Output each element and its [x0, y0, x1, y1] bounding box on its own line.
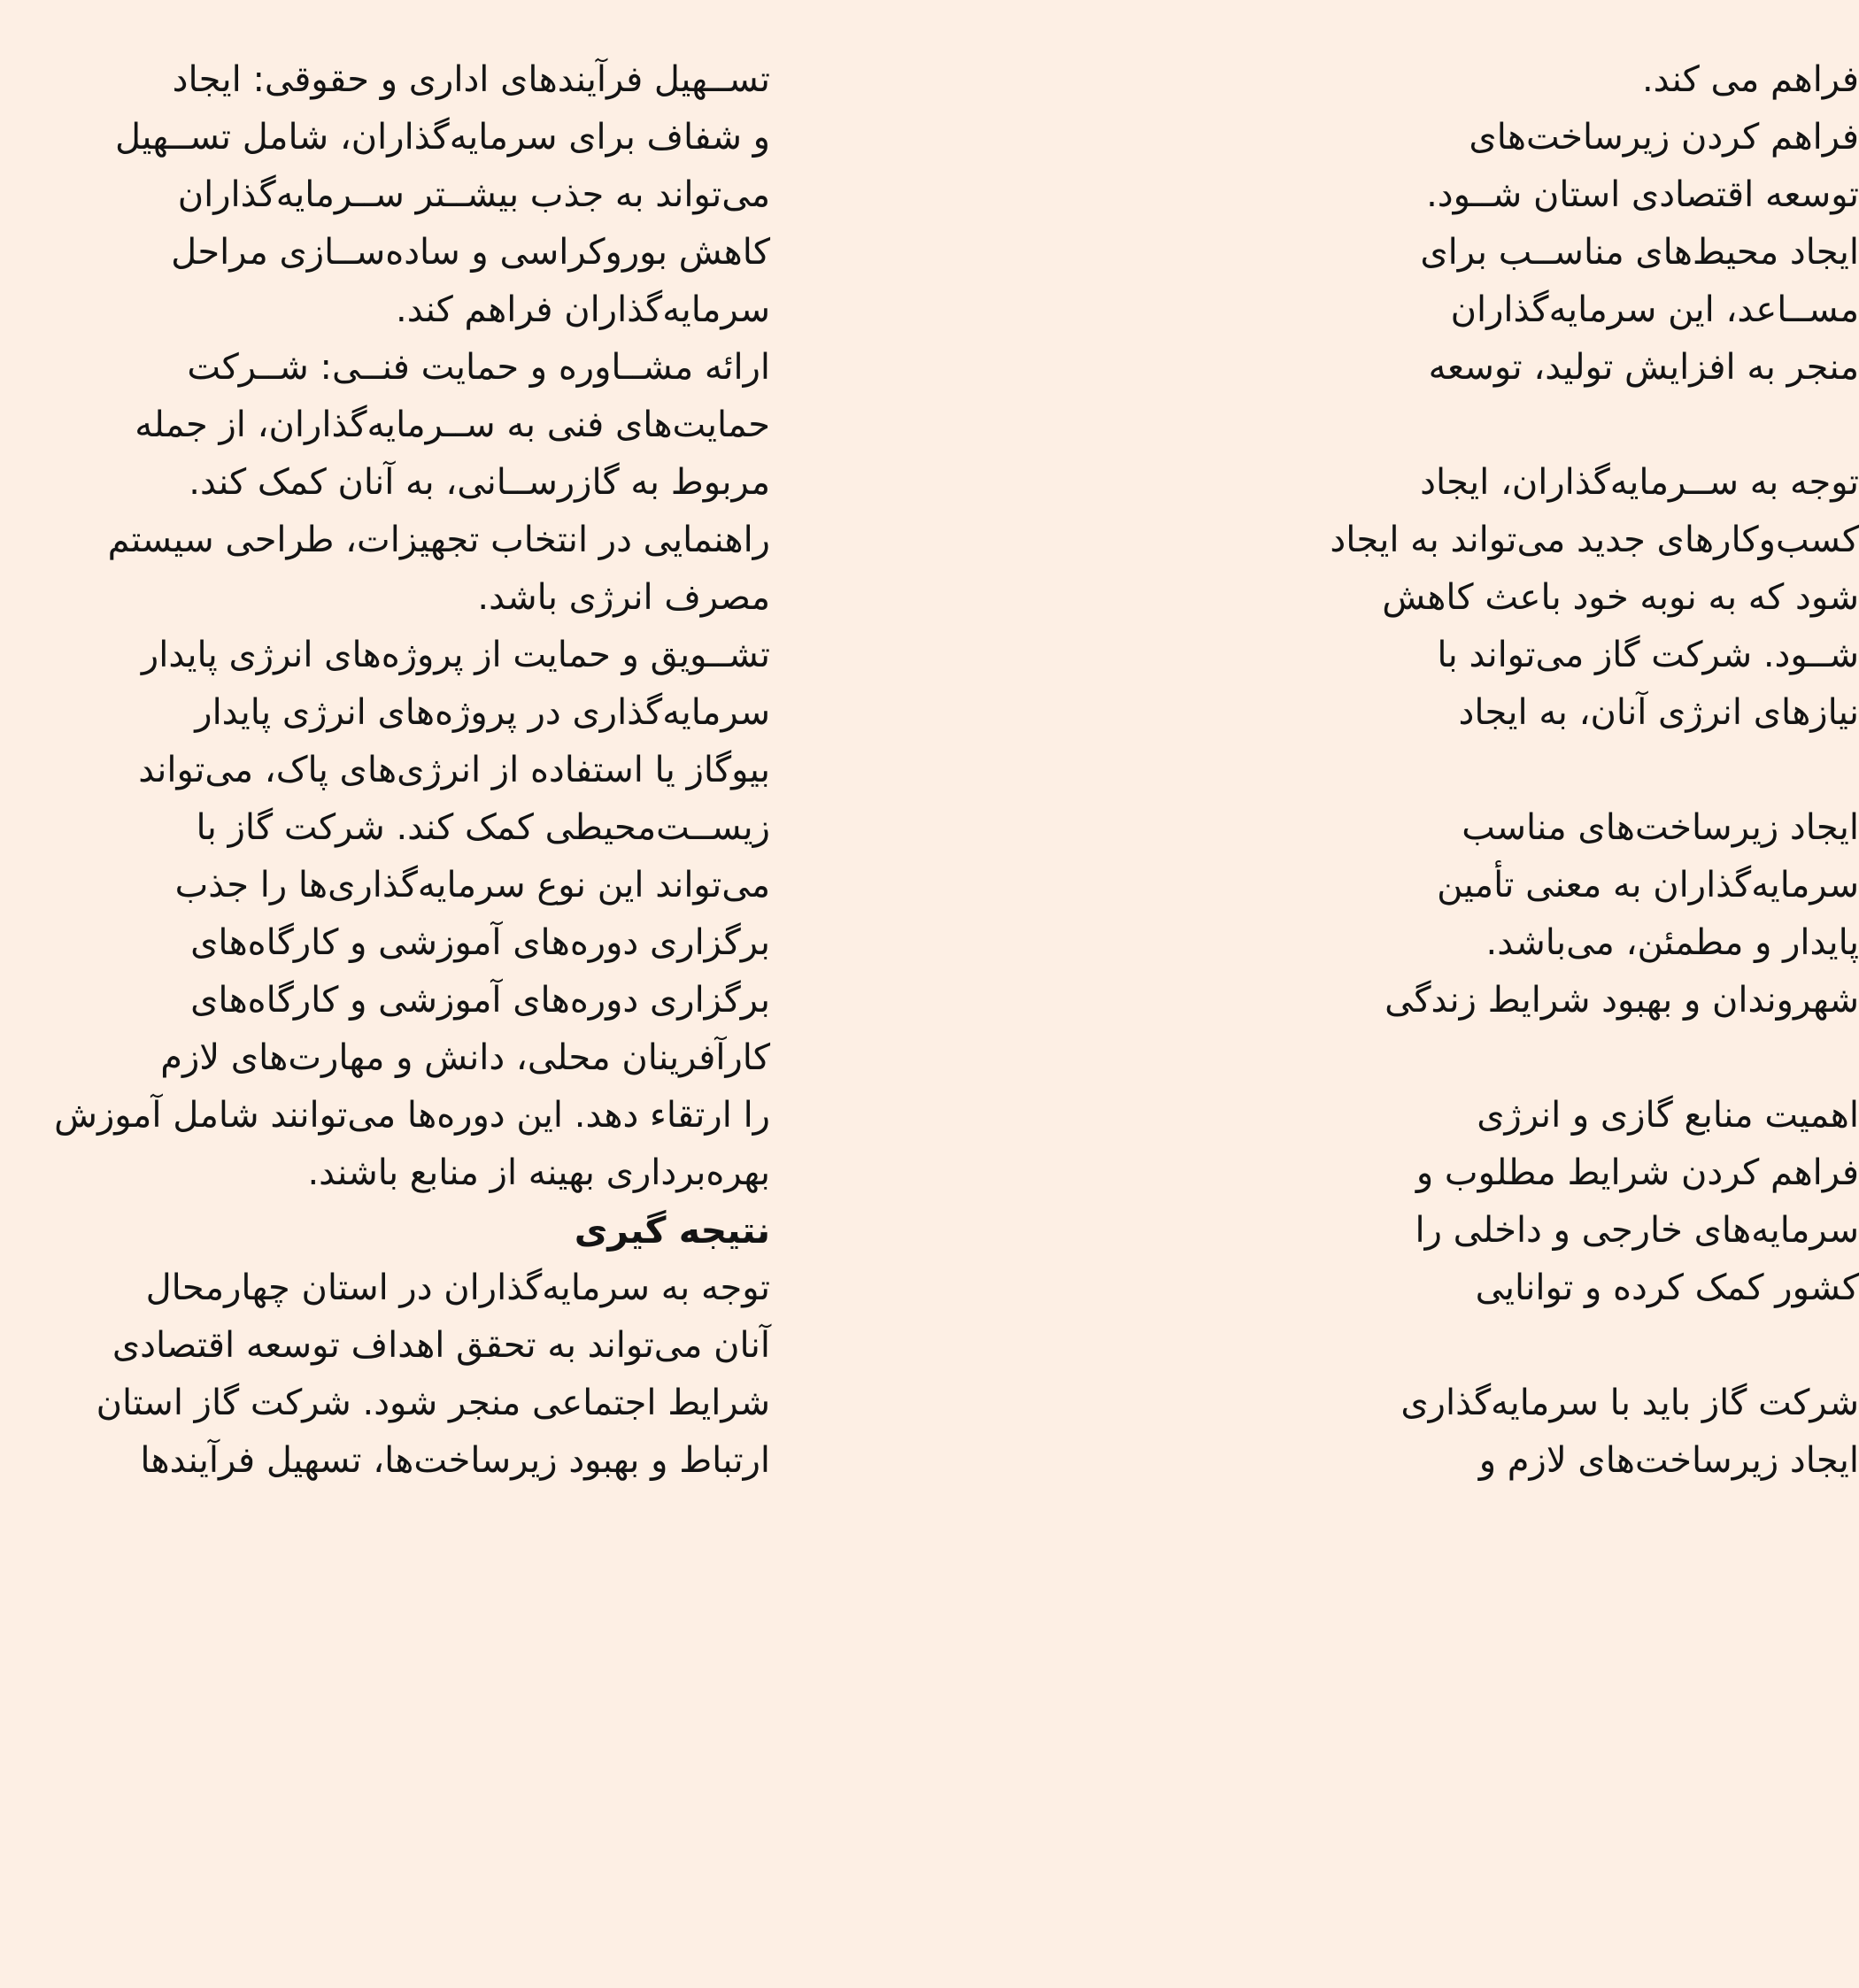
- right-line-6: منجر به افزایش تولید، توسعه: [1428, 347, 1859, 388]
- left-line-3: می‌تواند به جذب بیشــتر ســرمایه‌گذاران: [177, 174, 770, 215]
- left-line-15: می‌تواند این نوع سرمایه‌گذاری‌ها را جذب: [174, 865, 770, 905]
- left-line-4: کاهش بوروکراسی و ساده‌ســازی مراحل: [171, 232, 770, 273]
- right-line-20: فراهم کردن شرایط مطلوب و: [1415, 1152, 1859, 1193]
- left-line-8: مربوط به گازرســانی، به آنان کمک کند.: [189, 462, 770, 503]
- left-column: [0, 0, 770, 1988]
- right-line-24: شرکت گاز باید با سرمایه‌گذاری: [1400, 1383, 1859, 1423]
- left-line-12: سرمایه‌گذاری در پروژه‌های انرژی پایدار: [195, 692, 770, 733]
- left-line-20: بهره‌برداری بهینه از منابع باشند.: [307, 1152, 770, 1193]
- left-line-11: تشــویق و حمایت از پروژه‌های انرژی پایدار: [141, 635, 770, 675]
- left-line-19: را ارتقاء دهد. این دوره‌ها می‌توانند شامل آموزش: [54, 1095, 770, 1136]
- left-line-13: بیوگاز یا استفاده از انرژی‌های پاک، می‌تواند: [138, 750, 770, 790]
- left-line-10: مصرف انرژی باشد.: [477, 577, 770, 618]
- right-line-19: اهمیت منابع گازی و انرژی: [1477, 1095, 1859, 1136]
- left-line-22: توجه به سرمایه‌گذاران در استان چهارمحال: [145, 1268, 770, 1308]
- left-line-2: و شفاف برای سرمایه‌گذاران، شامل تســهیل: [114, 117, 770, 158]
- right-line-16: پایدار و مطمئن، می‌باشد.: [1485, 922, 1859, 963]
- right-column: [868, 0, 1859, 1988]
- left-line-7: حمایت‌های فنی به ســرمایه‌گذاران، از جمله: [135, 405, 770, 445]
- right-line-14: ایجاد زیرساخت‌های مناسب: [1462, 807, 1859, 848]
- right-line-12: نیازهای انرژی آنان، به ایجاد: [1458, 692, 1859, 733]
- section-heading: نتیجه گیری: [574, 1209, 770, 1252]
- right-line-10: شود که به نوبه خود باعث کاهش: [1382, 577, 1859, 618]
- right-line-22: کشور کمک کرده و توانایی: [1475, 1268, 1859, 1308]
- right-line-4: ایجاد محیط‌های مناســب برای: [1420, 232, 1859, 273]
- left-line-18: کارآفرینان محلی، دانش و مهارت‌های لازم: [160, 1037, 770, 1078]
- right-line-21: سرمایه‌های خارجی و داخلی را: [1415, 1210, 1859, 1251]
- left-line-17: برگزاری دوره‌های آموزشی و کارگاه‌های: [190, 980, 770, 1021]
- left-line-14: زیســت‌محیطی کمک کند. شرکت گاز با: [196, 807, 770, 848]
- left-line-25: ارتباط و بهبود زیرساخت‌ها، تسهیل فرآیندها: [140, 1440, 770, 1481]
- right-line-1: فراهم می کند.: [1641, 59, 1859, 100]
- left-line-16: برگزاری دوره‌های آموزشی و کارگاه‌های: [190, 922, 770, 963]
- right-line-2: فراهم کردن زیرساخت‌های: [1469, 117, 1859, 158]
- right-line-5: مســاعد، این سرمایه‌گذاران: [1450, 289, 1859, 330]
- right-line-25: ایجاد زیرساخت‌های لازم و: [1478, 1440, 1859, 1481]
- left-line-9: راهنمایی در انتخاب تجهیزات، طراحی سیستم: [107, 520, 770, 560]
- left-line-23: آنان می‌تواند به تحقق اهداف توسعه اقتصادی: [112, 1325, 770, 1366]
- right-line-17: شهروندان و بهبود شرایط زندگی: [1385, 980, 1859, 1021]
- right-line-9: کسب‌وکارهای جدید می‌تواند به ایجاد: [1330, 520, 1859, 560]
- left-line-1: تســهیل فرآیندهای اداری و حقوقی: ایجاد: [172, 59, 770, 100]
- right-line-15: سرمایه‌گذاران به معنی تأمین: [1437, 865, 1859, 905]
- left-line-6: ارائه مشــاوره و حمایت فنــی: شــرکت: [187, 347, 770, 388]
- right-line-11: شــود. شرکت گاز می‌تواند با: [1437, 635, 1859, 675]
- right-line-8: توجه به ســرمایه‌گذاران، ایجاد: [1420, 462, 1859, 503]
- left-line-24: شرایط اجتماعی منجر شود. شرکت گاز استان: [96, 1383, 770, 1423]
- left-line-5: سرمایه‌گذاران فراهم کند.: [395, 289, 770, 330]
- right-line-3: توسعه اقتصادی استان شــود.: [1426, 174, 1859, 215]
